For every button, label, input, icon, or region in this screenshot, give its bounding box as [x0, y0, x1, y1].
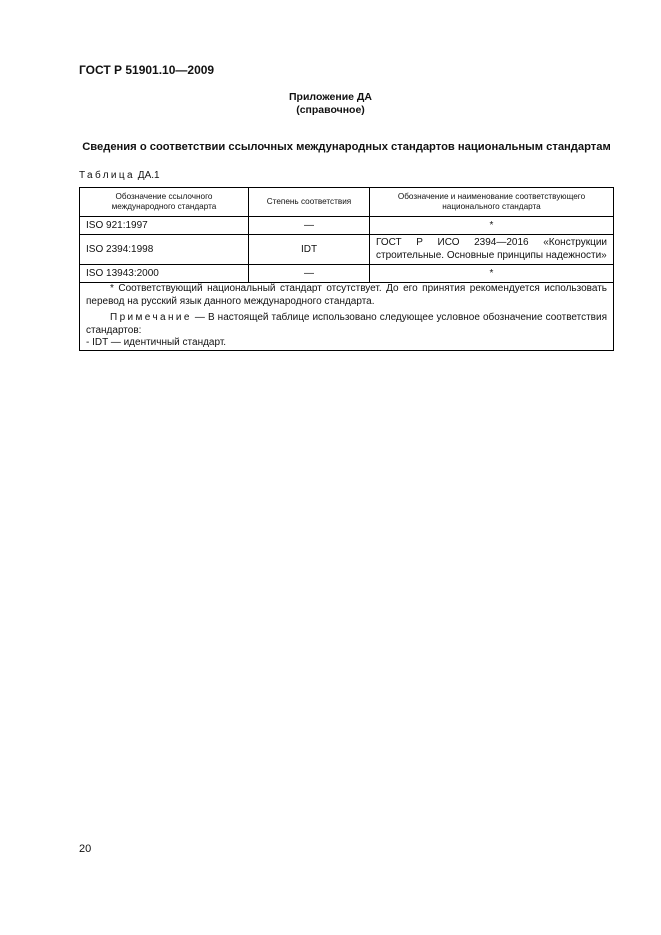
header-national-standard: Обозначение и наименование соответствующего национального стандарта — [370, 188, 614, 217]
cell-degree: — — [249, 217, 370, 235]
note-label: Примечание — [110, 312, 192, 323]
page-number: 20 — [79, 843, 92, 855]
cell-standard: ISO 13943:2000 — [80, 265, 249, 283]
cell-standard: ISO 921:1997 — [80, 217, 249, 235]
header-international-standard: Обозначение ссылочного международного стандарта — [80, 188, 249, 217]
appendix-title: Приложение ДА — [289, 91, 372, 103]
table-notes-row — [80, 283, 614, 351]
section-title: Сведения о соответствии ссылочных международных стандартов национальным стандартам — [82, 141, 611, 153]
table-caption-number: ДА.1 — [137, 170, 160, 181]
conformity-table — [79, 187, 614, 351]
table-notes-cell — [80, 283, 614, 351]
document-code: ГОСТ Р 51901.10—2009 — [79, 63, 215, 77]
cell-degree: — — [249, 265, 370, 283]
table-row — [80, 217, 614, 235]
cell-national: ГОСТ Р ИСО 2394—2016 «Конструкции строительные. Основные принципы надежности» — [370, 235, 614, 265]
table-caption — [79, 170, 160, 181]
cell-national: * — [370, 217, 614, 235]
table-row — [80, 265, 614, 283]
appendix-heading — [0, 91, 661, 117]
table-caption-label: Таблица — [79, 170, 136, 181]
table-footnote: * Соответствующий национальный стандарт отсутствует. До его принятия рекомендуется использовать перевод на русский язык данного международного стандарта. — [86, 283, 607, 307]
table-row — [80, 235, 614, 265]
cell-degree: IDT — [249, 235, 370, 265]
cell-national: * — [370, 265, 614, 283]
note-text: — В настоящей таблице использовано следующее условное обозначение соответствия стандартов: — [86, 312, 607, 336]
table-header-row — [80, 188, 614, 217]
appendix-subtitle: (справочное) — [296, 104, 365, 116]
header-degree: Степень соответствия — [249, 188, 370, 217]
note-item: - IDT — идентичный стандарт. — [86, 337, 227, 348]
cell-standard: ISO 2394:1998 — [80, 235, 249, 265]
table-note — [86, 312, 607, 337]
